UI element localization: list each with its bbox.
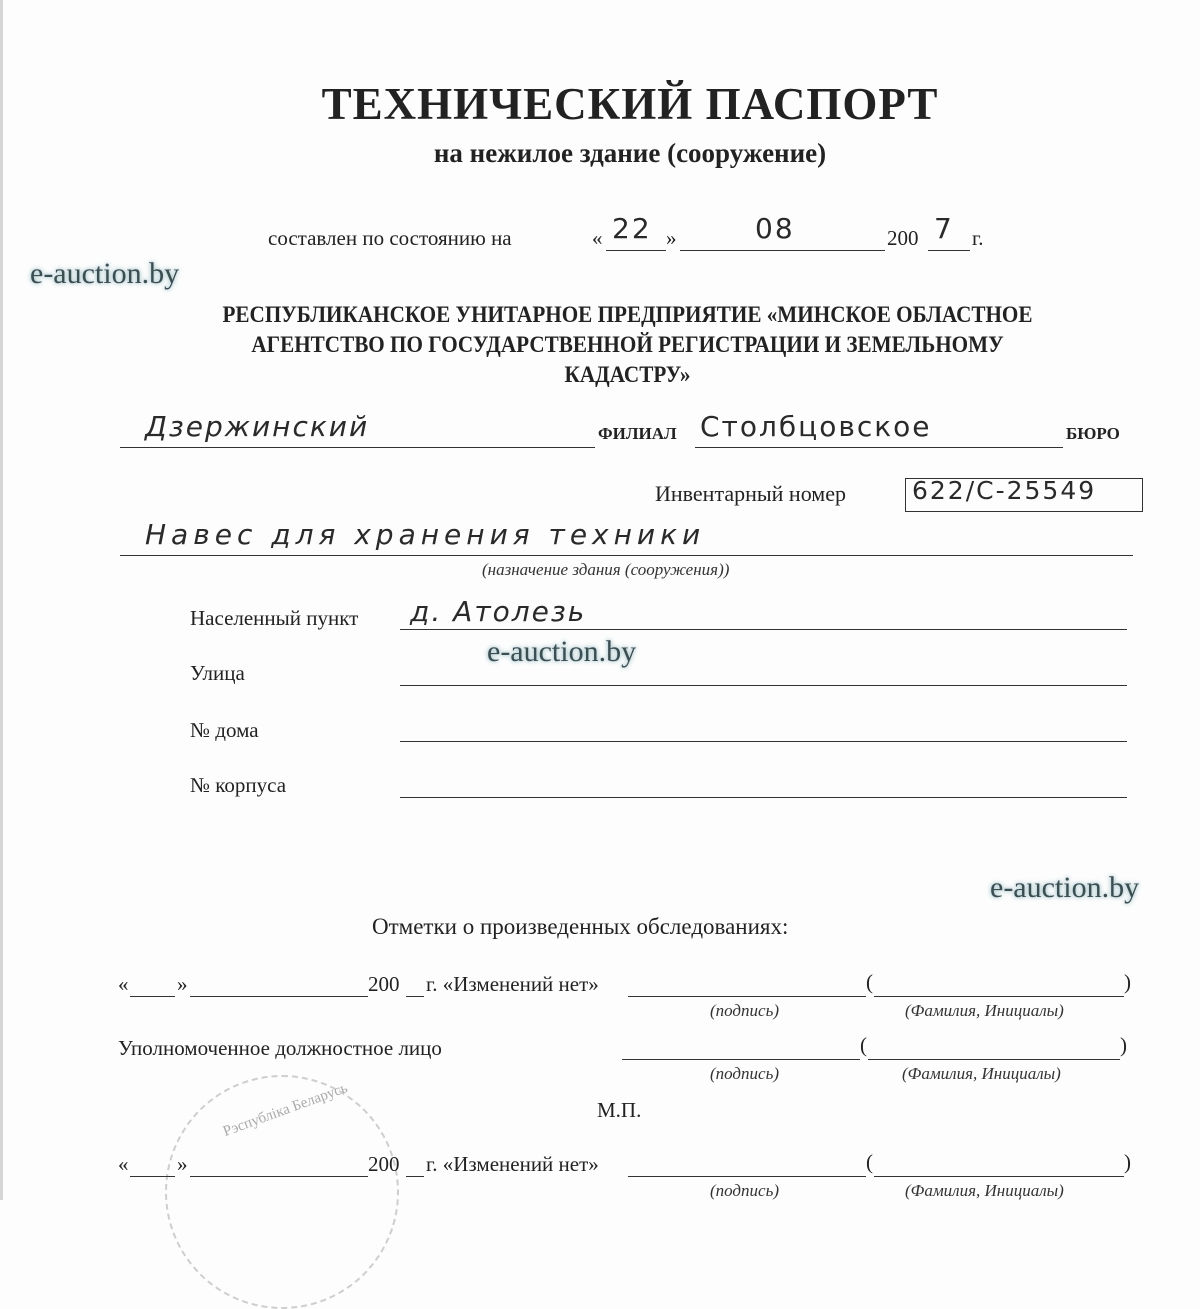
row1-name-caption: (Фамилия, Инициалы) xyxy=(905,1001,1064,1020)
row1-signature-caption: (подпись) xyxy=(710,1001,779,1020)
row1-text: г. «Изменений нет» xyxy=(426,972,599,996)
house-field[interactable] xyxy=(400,741,1127,742)
date-suffix: г. xyxy=(972,226,984,250)
date-month[interactable]: 08 xyxy=(755,212,795,245)
row1-name[interactable] xyxy=(874,996,1124,997)
row2-text: г. «Изменений нет» xyxy=(426,1152,599,1176)
row2-open: « xyxy=(118,1152,129,1176)
row2-paren-open: ( xyxy=(866,1150,873,1174)
row1-signature[interactable] xyxy=(628,996,866,997)
official-signature-caption: (подпись) xyxy=(710,1064,779,1083)
row1-open: « xyxy=(118,972,129,996)
quote-close: » xyxy=(666,226,677,250)
building-label: № корпуса xyxy=(190,773,287,797)
official-paren-open: ( xyxy=(860,1033,867,1057)
street-field[interactable] xyxy=(400,685,1127,686)
official-name[interactable] xyxy=(868,1059,1120,1060)
inventory-label: Инвентарный номер xyxy=(655,481,846,506)
document-title: ТЕХНИЧЕСКИЙ ПАСПОРТ xyxy=(321,79,939,129)
scan-edge xyxy=(0,0,3,1200)
date-line-prefix: составлен по состоянию на xyxy=(268,226,512,250)
settlement-label: Населенный пункт xyxy=(190,606,359,630)
row2-signature-caption: (подпись) xyxy=(710,1181,779,1200)
date-year-prefix: 200 xyxy=(887,226,919,250)
settlement-value[interactable]: д. Атолезь xyxy=(410,595,587,628)
row2-name-caption: (Фамилия, Инициалы) xyxy=(905,1181,1064,1200)
org-line-1: РЕСПУБЛИКАНСКОЕ УНИТАРНОЕ ПРЕДПРИЯТИЕ «МИНСКОЕ ОБЛАСТНОЕ xyxy=(222,302,1033,327)
bureau-value[interactable]: Столбцовское xyxy=(700,410,932,443)
official-label: Уполномоченное должностное лицо xyxy=(118,1036,442,1060)
street-label: Улица xyxy=(190,661,245,685)
branch-value[interactable]: Дзержинский xyxy=(145,410,370,443)
quote-open: « xyxy=(592,226,603,250)
inventory-value: 622/С-25549 xyxy=(912,476,1097,505)
stamp-text: Рэспубліка Беларусь xyxy=(221,1080,350,1140)
row1-paren-close: ) xyxy=(1124,970,1131,994)
row2-signature[interactable] xyxy=(628,1176,866,1177)
house-label: № дома xyxy=(190,718,259,742)
row2-close: » xyxy=(177,1152,188,1176)
date-year-digit[interactable]: 7 xyxy=(934,212,954,245)
org-line-2: АГЕНТСТВО ПО ГОСУДАРСТВЕННОЙ РЕГИСТРАЦИИ И ЗЕМЕЛЬНОМУ xyxy=(251,332,1004,357)
official-name-caption: (Фамилия, Инициалы) xyxy=(902,1064,1061,1083)
purpose-caption: (назначение здания (сооружения)) xyxy=(482,560,730,579)
watermark-2: e-auction.by xyxy=(487,635,637,668)
row1-year: 200 xyxy=(368,972,400,996)
purpose-value[interactable]: Навес для хранения техники xyxy=(145,518,706,551)
document-subtitle: на нежилое здание (сооружение) xyxy=(433,138,827,168)
official-signature[interactable] xyxy=(622,1059,860,1060)
row1-paren-open: ( xyxy=(866,970,873,994)
seal-label: М.П. xyxy=(597,1098,642,1122)
row2-paren-close: ) xyxy=(1124,1150,1131,1174)
org-line-3: КАДАСТРУ» xyxy=(564,362,691,387)
bureau-label: БЮРО xyxy=(1066,424,1120,443)
row1-close: » xyxy=(177,972,188,996)
row2-year: 200 xyxy=(368,1152,400,1176)
watermark-3: e-auction.by xyxy=(990,871,1140,904)
date-day[interactable]: 22 xyxy=(612,212,652,245)
branch-label: ФИЛИАЛ xyxy=(598,424,677,443)
official-paren-close: ) xyxy=(1120,1033,1127,1057)
watermark-1: e-auction.by xyxy=(30,257,180,290)
inspections-heading: Отметки о произведенных обследованиях: xyxy=(372,914,789,939)
building-field[interactable] xyxy=(400,797,1127,798)
row2-name[interactable] xyxy=(874,1176,1124,1177)
